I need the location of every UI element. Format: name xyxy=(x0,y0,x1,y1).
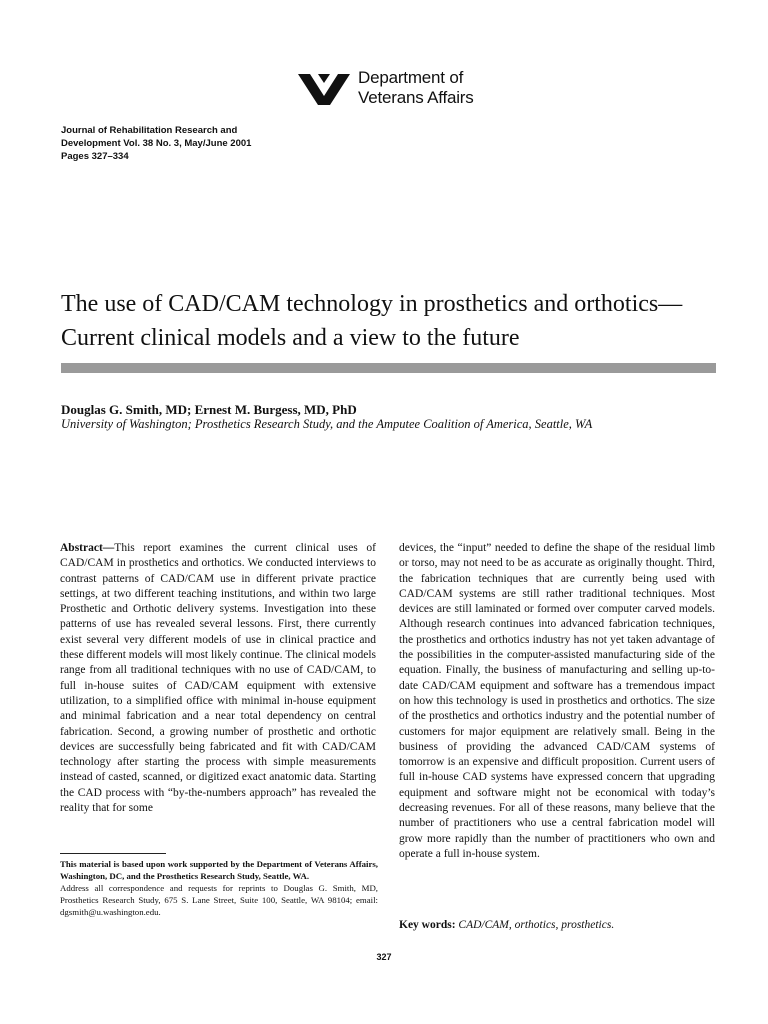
va-logo-icon xyxy=(296,72,352,106)
abstract-left-column xyxy=(60,541,376,816)
footnote-funding: This material is based upon work supported by the Department of Veterans Affairs, Washington, DC, and the Prosthetics Research Study, Seattle, WA. xyxy=(60,859,378,881)
abstract-right-column xyxy=(399,541,715,862)
article-title xyxy=(61,287,741,355)
abstract-label: Abstract— xyxy=(60,542,115,554)
journal-line-2: Development Vol. 38 No. 3, May/June 2001 xyxy=(61,138,252,149)
affiliation: University of Washington; Prosthetics Research Study, and the Amputee Coalition of America, Seattle, WA xyxy=(61,417,593,431)
keywords-value: CAD/CAM, orthotics, prosthetics. xyxy=(458,919,615,931)
journal-citation xyxy=(61,124,321,163)
journal-line-1: Journal of Rehabilitation Research and xyxy=(61,125,238,136)
title-divider xyxy=(61,363,716,373)
logo-line-1: Department of xyxy=(358,68,464,87)
title-line-2: Current clinical models and a view to the future xyxy=(61,325,520,351)
va-logo xyxy=(296,66,526,110)
footnote-address: Address all correspondence and requests for reprints to Douglas G. Smith, MD, Prosthetics Research Study, 675 S. Lane Street, Suite 100, Seattle, WA 98104; email: dgsmith@u.washington.edu. xyxy=(60,883,378,917)
authors: Douglas G. Smith, MD; Ernest M. Burgess, MD, PhD xyxy=(61,402,357,417)
footnote xyxy=(60,858,378,918)
title-line-1: The use of CAD/CAM technology in prosthetics and orthotics— xyxy=(61,291,683,317)
abstract-text-right: devices, the “input” needed to define the shape of the residual limb or torso, may not need to be as accurate as originally thought. Third, the fabrication techniques that are currently being used with CAD/CAM systems are still rather traditional techniques. Most devices are still laminated or formed over computer carved models. Although research continues into advanced fabrication techniques, the prosthetics and orthotics industry has not yet taken advantage of the possibilities in the computer-assisted manufacturing side of the equation. Finally, the business of manufacturing and selling up-to-date CAD/CAM equipment and software has a tremendous impact on how this technology is used in prosthetics and orthotics. The size of the prosthetics and orthotics industry and the potential number of customers for major equipment are relatively small. Being in the business of providing the advanced CAD/CAM systems of tomorrow is an expensive and difficult proposition. Current users of full in-house CAD systems have expressed concern that upgrading equipment and software might not be economical with today’s decreasing revenues. For all of these reasons, many believe that the number of practitioners who use a central fabrication model will grow more rapidly than the number of practitioners who own and operate a full in-house system. xyxy=(399,542,715,860)
abstract-paragraph xyxy=(60,541,376,816)
keywords-label: Key words: xyxy=(399,919,456,931)
footnote-divider xyxy=(60,853,166,854)
abstract-text-left: This report examines the current clinical uses of CAD/CAM in prosthetics and orthotics. We conducted interviews to contrast patterns of CAD/CAM use in different private practice settings, at two different teaching institutions, and within two large Prosthetic and Orthotic delivery systems. Investigation into these patterns of use has revealed several lessons. First, there currently exist several very different models of use in clinical practice and these different models will most likely continue. The clinical models range from all traditional techniques with no use of CAD/CAM, to full in-house suites of CAD/CAM equipment with extensive utilization, to a simplified office with minimal in-house equipment and minimal fabrication and a near total dependency on central fabrication. Second, a growing number of prosthetic and orthotic devices are successfully being fabricated and fit with CAD/CAM technology after starting the process with simple measurements instead of casted, scanned, or digitized exact anatomic data. Starting the CAD process with “by-the-numbers approach” has revealed the reality that for some xyxy=(60,542,376,815)
page-number: 327 xyxy=(376,952,392,962)
keywords xyxy=(399,919,614,931)
journal-line-3: Pages 327–334 xyxy=(61,151,129,162)
logo-text xyxy=(358,68,474,108)
logo-line-2: Veterans Affairs xyxy=(358,88,474,107)
